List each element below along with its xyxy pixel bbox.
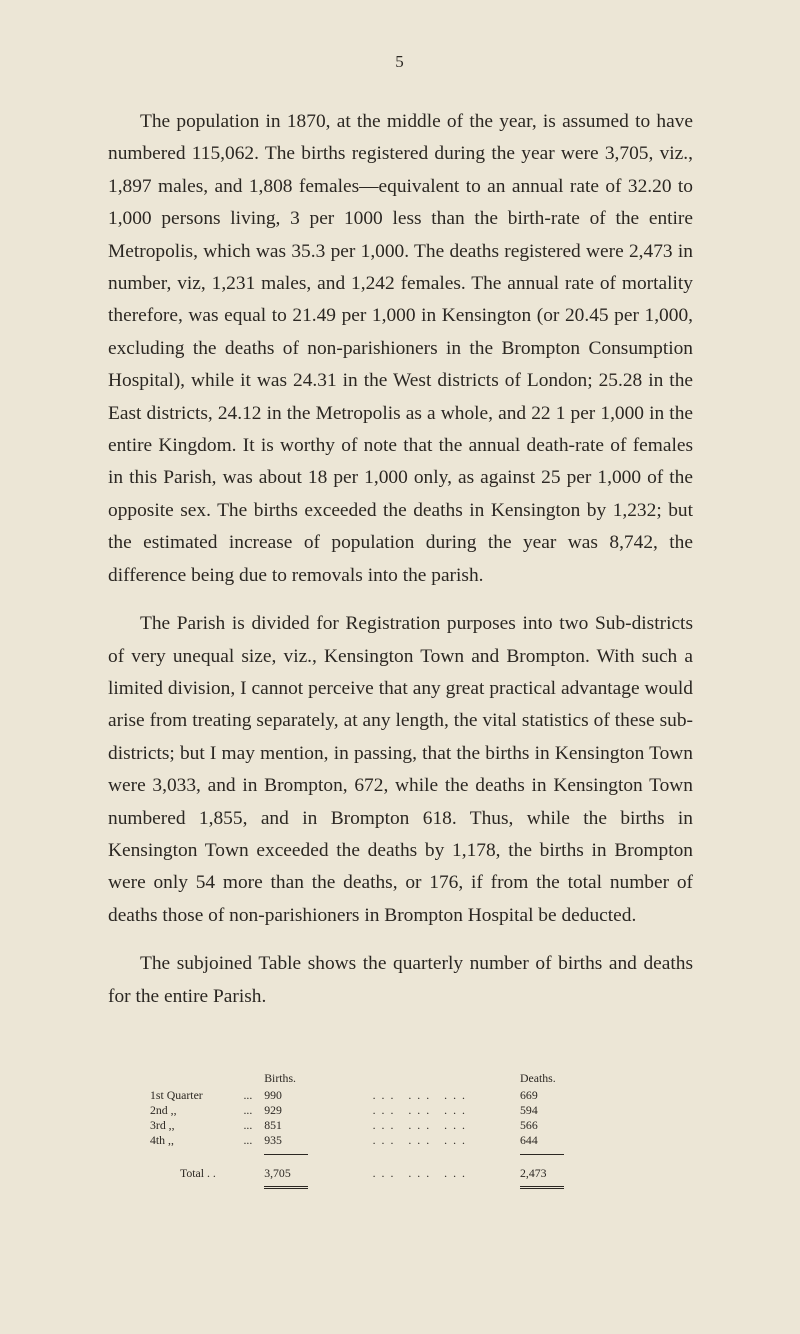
total-rule-row (150, 1148, 600, 1155)
births-value: 929 (264, 1103, 282, 1117)
leader-dots: ... (243, 1133, 253, 1147)
deaths-value: 669 (520, 1088, 538, 1102)
leader-dots: ... ... ... (372, 1103, 472, 1117)
leader-dots: ... (243, 1103, 253, 1117)
total-label: Total . . (180, 1165, 216, 1180)
paragraph-subdistricts: The Parish is divided for Registration purposes into two Sub-districts of very unequal size, viz., Kensington Town and Brompton. With such a limited division, I cannot perceive that any great practical advantage would arise from treating separately, at any length, the vital statistics of these sub-districts; but I may mention, in passing, that the births in Kensington Town were 3,033, and in Brompton, 672, while the deaths in Kensington Town numbered 1,855, and in Brompton 618. Thus, while the births in Kensington Town exceeded the deaths by 1,178, the births in Brompton were only 54 more than the deaths, or 176, if from the total number of deaths those of non-parishioners in Brompton Hospital be deducted. (108, 613, 693, 926)
deaths-header: Deaths. (520, 1071, 556, 1085)
quarter-label: 1st Quarter (150, 1088, 203, 1102)
deaths-value: 644 (520, 1133, 538, 1147)
table-total-row (150, 1155, 600, 1182)
deaths-double-rule (520, 1186, 564, 1189)
table-row (150, 1103, 600, 1118)
leader-dots: ... (243, 1088, 253, 1102)
table-row (150, 1133, 600, 1148)
table-header-row (150, 1071, 600, 1088)
births-double-rule (264, 1186, 308, 1189)
births-value: 935 (264, 1133, 282, 1147)
table-row (150, 1118, 600, 1133)
deaths-total: 2,473 (520, 1165, 547, 1180)
births-total: 3,705 (264, 1165, 291, 1180)
deaths-value: 566 (520, 1118, 538, 1132)
leader-dots: ... ... ... (372, 1118, 472, 1132)
table-row (150, 1088, 600, 1103)
paragraph-table-intro: The subjoined Table shows the quarterly number of births and deaths for the entire Parish. (108, 953, 693, 1007)
paragraph-population: The population in 1870, at the middle of the year, is assumed to have numbered 115,062. The births registered during the year were 3,705, viz., 1,897 males, and 1,808 females—equivalent to an annual rate of 32.20 to 1,000 persons living, 3 per 1000 less than the birth-rate of the entire Metropolis, which was 35.3 per 1,000. The deaths registered were 2,473 in number, viz, 1,231 males, and 1,242 females. The annual rate of mortality therefore, was equal to 21.49 per 1,000 in Kensington (or 20.45 per 1,000, excluding the deaths of non-parishioners in the Brompton Consumption Hospital), while it was 24.31 in the West districts of London; 25.28 in the East districts, 24.12 in the Metropolis as a whole, and 22 1 per 1,000 in the entire Kingdom. It is worthy of note that the annual death-rate of females in this Parish, was about 18 per 1,000 only, as against 25 per 1,000 of the opposite sex. The births exceeded the deaths in Kensington by 1,232; but the estimated increase of population during the year was 8,742, the difference being due to removals into the parish. (108, 111, 693, 586)
quarter-label: 2nd ,, (150, 1103, 177, 1117)
births-value: 990 (264, 1088, 282, 1102)
leader-dots: ... ... ... (372, 1088, 472, 1102)
births-value: 851 (264, 1118, 282, 1132)
quarter-label: 4th ,, (150, 1133, 174, 1147)
leader-dots: ... (243, 1118, 253, 1132)
body-text (108, 106, 693, 1029)
births-header: Births. (264, 1071, 296, 1085)
deaths-value: 594 (520, 1103, 538, 1117)
leader-dots: ... ... ... (372, 1165, 472, 1180)
quarter-label: 3rd ,, (150, 1118, 175, 1132)
page-number: 5 (395, 52, 405, 71)
quarterly-births-deaths-table (150, 1071, 600, 1189)
total-double-rule-row (150, 1182, 600, 1189)
leader-dots: ... ... ... (372, 1133, 472, 1147)
